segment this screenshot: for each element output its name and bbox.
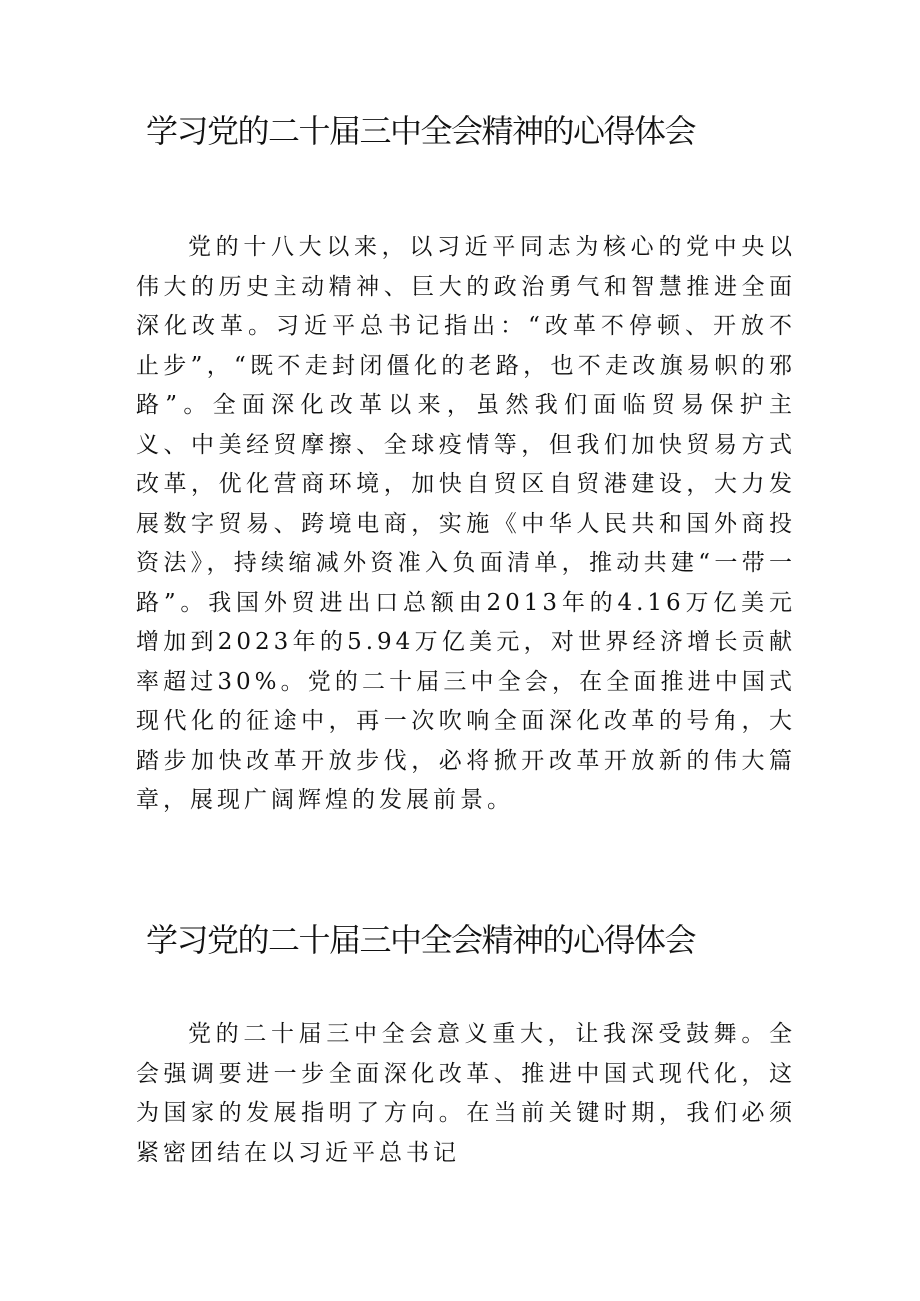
section-2-paragraph: 党的二十届三中全会意义重大，让我深受鼓舞。全会强调要进一步全面深化改革、推进中国式现代化，这为国家的发展指明了方向。在当前关键时期，我们必须紧密团结在以习近平总书记 [136,1021,796,1166]
section-1-paragraph: 党的十八大以来，以习近平同志为核心的党中央以伟大的历史主动精神、巨大的政治勇气和智慧推进全面深化改革。习近平总书记指出：“改革不停顿、开放不止步”，“既不走封闭僵化的老路，也不走改旗易帜的邪路”。全面深化改革以来，虽然我们面临贸易保护主义、中美经贸摩擦、全球疫情等，但我们加快贸易方式改革，优化营商环境，加快自贸区自贸港建设，大力发展数字贸易、跨境电商，实施《中华人民共和国外商投资法》，持续缩减外资准入负面清单，推动共建“一带一路”。我国外贸进出口总额由2013年的4.16万亿美元增加到2023年的5.94万亿美元，对世界经济增长贡献率超过30%。党的二十届三中全会，在全面推进中国式现代化的征途中，再一次吹响全面深化改革的号角，大踏步加快改革开放步伐，必将掀开改革开放新的伟大篇章，展现广阔辉煌的发展前景。 [136,234,796,813]
section-1-title: 学习党的二十届三中全会精神的心得体会 [146,112,696,150]
section-2-title: 学习党的二十届三中全会精神的心得体会 [146,921,696,959]
